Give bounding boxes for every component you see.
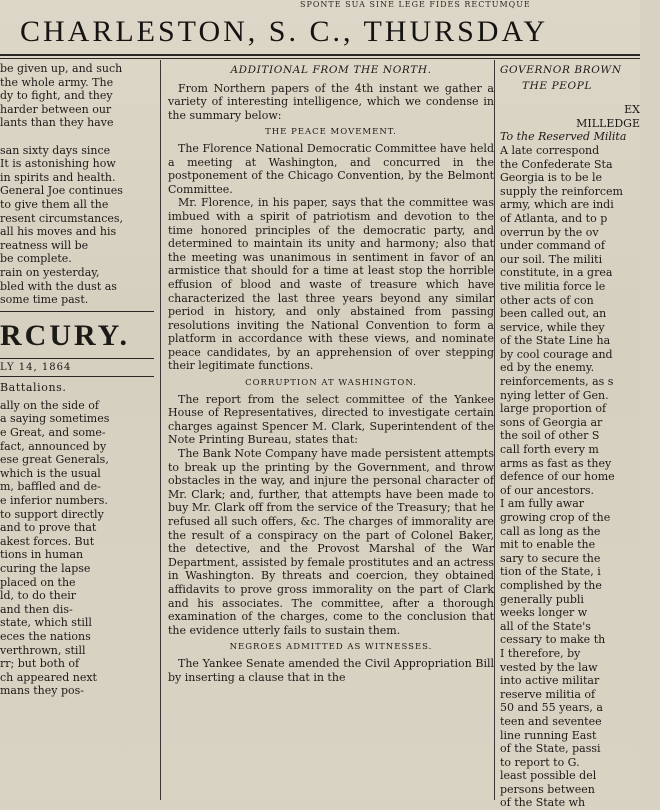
- text-line: which is the usual: [0, 466, 101, 480]
- text-line: into active militar: [500, 674, 600, 688]
- column-rule-1: [160, 60, 161, 800]
- text-line: of Atlanta, and to p: [500, 211, 608, 225]
- text-line: I am fully awar: [500, 497, 585, 511]
- text-line: rain on yesterday,: [0, 265, 100, 279]
- text-line: ch appeared next: [0, 670, 97, 684]
- text-line: placed on the: [0, 575, 76, 589]
- article-paragraph: The report from the select committee of the Yankee House of Representatives, directed to investigate certain charges against Spencer M. Clark, Superintendent of the Note Printing Bureau, states that:: [168, 392, 494, 447]
- right-headline-line-2: THE PEOPL: [522, 79, 592, 92]
- masthead-motto: SPONTE SUA SINE LEGE FIDES RECTUMQUE: [300, 0, 531, 9]
- text-line: the Confederate Sta: [500, 157, 613, 171]
- text-line: of the State, passi: [500, 742, 601, 756]
- text-line: nying letter of Gen.: [500, 388, 609, 402]
- text-line: curing the lapse: [0, 562, 91, 575]
- text-line: complished by the: [500, 578, 602, 592]
- text-line: line running East: [500, 728, 597, 742]
- text-line: 50 and 55 years, a: [500, 701, 603, 715]
- text-line: the soil of other S: [500, 429, 600, 443]
- text-line: by cool courage and: [500, 347, 613, 361]
- text-line: army, which are indi: [500, 198, 614, 212]
- masthead-title: CHARLESTON, S. C., THURSDAY: [20, 15, 549, 48]
- text-line: growing crop of the: [500, 511, 611, 524]
- text-line: service, while they: [500, 320, 605, 334]
- text-line: resent circumstances,: [0, 211, 124, 225]
- text-line: large proportion of: [500, 402, 607, 416]
- text-line: a saying sometimes: [0, 412, 110, 426]
- text-line: persons between: [500, 782, 595, 796]
- left-section-head: Battalions.: [0, 381, 67, 395]
- text-line: of the State wh: [500, 796, 586, 810]
- text-line: lants than they have: [0, 116, 114, 130]
- text-line: vested by the law: [500, 660, 598, 674]
- text-line: ally on the side of: [0, 398, 99, 412]
- text-line: rr; but both of: [0, 657, 80, 671]
- text-line: fact, announced by: [0, 439, 107, 453]
- right-column: [500, 62, 650, 810]
- text-line: of our ancestors.: [500, 483, 595, 497]
- right-ex-line: EX: [624, 103, 640, 117]
- text-line: the whole army. The: [0, 75, 114, 89]
- text-line: ese great Generals,: [0, 453, 109, 467]
- article-headline: ADDITIONAL FROM THE NORTH.: [230, 64, 432, 76]
- text-line: reatness will be: [0, 238, 89, 252]
- right-address-line: To the Reserved Milita: [500, 130, 627, 144]
- article-paragraph: Mr. Florence, in his paper, says that the committee was imbued with a spirit of patriotism and devotion to the time honored principles of the democratic party, and determined to maintain its unity and harmony; also that the meeting was unanimous in sentiment in favor of an armistice that should for a time at least stop the horrible effusion of blood and waste of treasure which have characterized the last three years beyond any similar period in history, and only abstained from passing resolutions inviting the National Convention to form a platform in accordance with these views, and nominate peace candidates, by an apprehension of over stepping their legitimate functions.: [168, 196, 494, 373]
- left-column-body-text: [0, 399, 154, 698]
- text-line: e inferior numbers.: [0, 494, 108, 508]
- text-line: eces the nations: [0, 629, 91, 643]
- left-column-rule: [0, 311, 154, 312]
- left-column-top-text: [0, 62, 154, 307]
- text-line: other acts of con: [500, 293, 594, 307]
- right-headline-line-1: GOVERNOR BROWN: [500, 64, 622, 76]
- article-paragraph: The Bank Note Company have made persistent attempts to break up the printing by the Government, and throw obstacles in the way, and injure the personal character of Mr. Clark; and, further, that attempts have been made to buy Mr. Clark off from the service of the Treasury; that he refused all such offers, &c. The charges of immorality are the result of a conspiracy on the part of Colonel Baker, the detective, and the Provost Marshal of the War Department, assisted by female prostitutes and an actress in Washington. By threats and coercion, they obtained affidavits to prove gross immorality on the part of Clark and his associates. The committee, after a thorough examination of the charges, come to the conclusion that the evidence utterly fails to sustain them.: [168, 447, 494, 637]
- text-line: m, baffled and de-: [0, 480, 101, 494]
- text-line: ld, to do their: [0, 589, 77, 603]
- text-line: call as long as the: [500, 524, 601, 538]
- text-line: bled with the dust as: [0, 279, 117, 293]
- text-line: under command of: [500, 239, 605, 253]
- section-subhead: CORRUPTION AT WASHINGTON.: [245, 378, 417, 389]
- text-line: to report to G.: [500, 755, 580, 769]
- text-line: in spirits and health.: [0, 170, 116, 184]
- text-line: least possible del: [500, 769, 597, 783]
- left-column: [0, 62, 154, 800]
- paper-dateline: LY 14, 1864: [0, 358, 154, 378]
- right-place-line: MILLEDGE: [576, 116, 640, 130]
- text-line: and then dis-: [0, 602, 73, 616]
- text-line: overrun by the ov: [500, 225, 599, 239]
- text-line: all of the State's: [500, 619, 591, 633]
- text-line: some time past.: [0, 293, 89, 307]
- article-paragraph: The Florence National Democratic Committee have held a meeting at Washington, and concurred in the postponement of the Chicago Convention, by the Belmont Committee.: [168, 141, 494, 196]
- text-line: A late correspond: [500, 143, 600, 157]
- center-column: [168, 62, 494, 800]
- text-line: weeks longer w: [500, 606, 588, 620]
- text-line: dy to fight, and they: [0, 89, 113, 103]
- text-line: been called out, an: [500, 307, 607, 321]
- right-column-body-text: [500, 144, 650, 810]
- article-intro: From Northern papers of the 4th instant we gather a variety of interesting intelligence, which we condense in the summary below:: [168, 81, 494, 122]
- text-line: [0, 130, 154, 144]
- text-line: e Great, and some-: [0, 426, 106, 440]
- masthead-rule: [0, 54, 640, 59]
- text-line: reinforcements, as s: [500, 375, 614, 389]
- text-line: tion of the State, i: [500, 565, 601, 579]
- text-line: Georgia is to be le: [500, 171, 603, 185]
- text-line: cessary to make th: [500, 633, 606, 647]
- text-line: mans they pos-: [0, 684, 84, 698]
- text-line: arms as fast as they: [500, 456, 612, 470]
- text-line: and to prove that: [0, 521, 97, 535]
- text-line: generally publi: [500, 592, 584, 606]
- text-line: to give them all the: [0, 197, 109, 211]
- text-line: ed by the enemy.: [500, 361, 595, 375]
- text-line: tions in human: [0, 548, 84, 562]
- text-line: be complete.: [0, 252, 72, 266]
- text-line: our soil. The militi: [500, 252, 603, 266]
- text-line: to support directly: [0, 507, 104, 521]
- text-line: constitute, in a grea: [500, 266, 613, 280]
- text-line: teen and seventee: [500, 714, 602, 728]
- text-line: It is astonishing how: [0, 157, 116, 171]
- text-line: call forth every m: [500, 443, 599, 457]
- article-sections: [168, 126, 494, 684]
- text-line: harder between our: [0, 102, 112, 116]
- section-subhead: THE PEACE MOVEMENT.: [265, 127, 397, 138]
- article-paragraph: The Yankee Senate amended the Civil Appropriation Bill by inserting a clause that in the: [168, 656, 494, 684]
- text-line: state, which still: [0, 616, 92, 630]
- text-line: sary to secure the: [500, 551, 601, 565]
- text-line: I therefore, by: [500, 646, 581, 660]
- text-line: mit to enable the: [500, 538, 596, 552]
- text-line: be given up, and such: [0, 62, 123, 75]
- text-line: akest forces. But: [0, 534, 95, 548]
- text-line: all his moves and his: [0, 225, 117, 239]
- column-rule-2: [494, 60, 495, 800]
- text-line: supply the reinforcem: [500, 184, 623, 198]
- text-line: sons of Georgia ar: [500, 415, 603, 429]
- text-line: reserve militia of: [500, 687, 596, 701]
- paper-name: RCURY.: [0, 318, 131, 352]
- text-line: of the State Line ha: [500, 334, 611, 348]
- text-line: verthrown, still: [0, 643, 86, 657]
- text-line: General Joe continues: [0, 184, 123, 198]
- section-subhead: NEGROES ADMITTED AS WITNESSES.: [229, 642, 433, 653]
- text-line: san sixty days since: [0, 143, 111, 157]
- text-line: defence of our home: [500, 470, 615, 484]
- text-line: tive militia force le: [500, 279, 606, 293]
